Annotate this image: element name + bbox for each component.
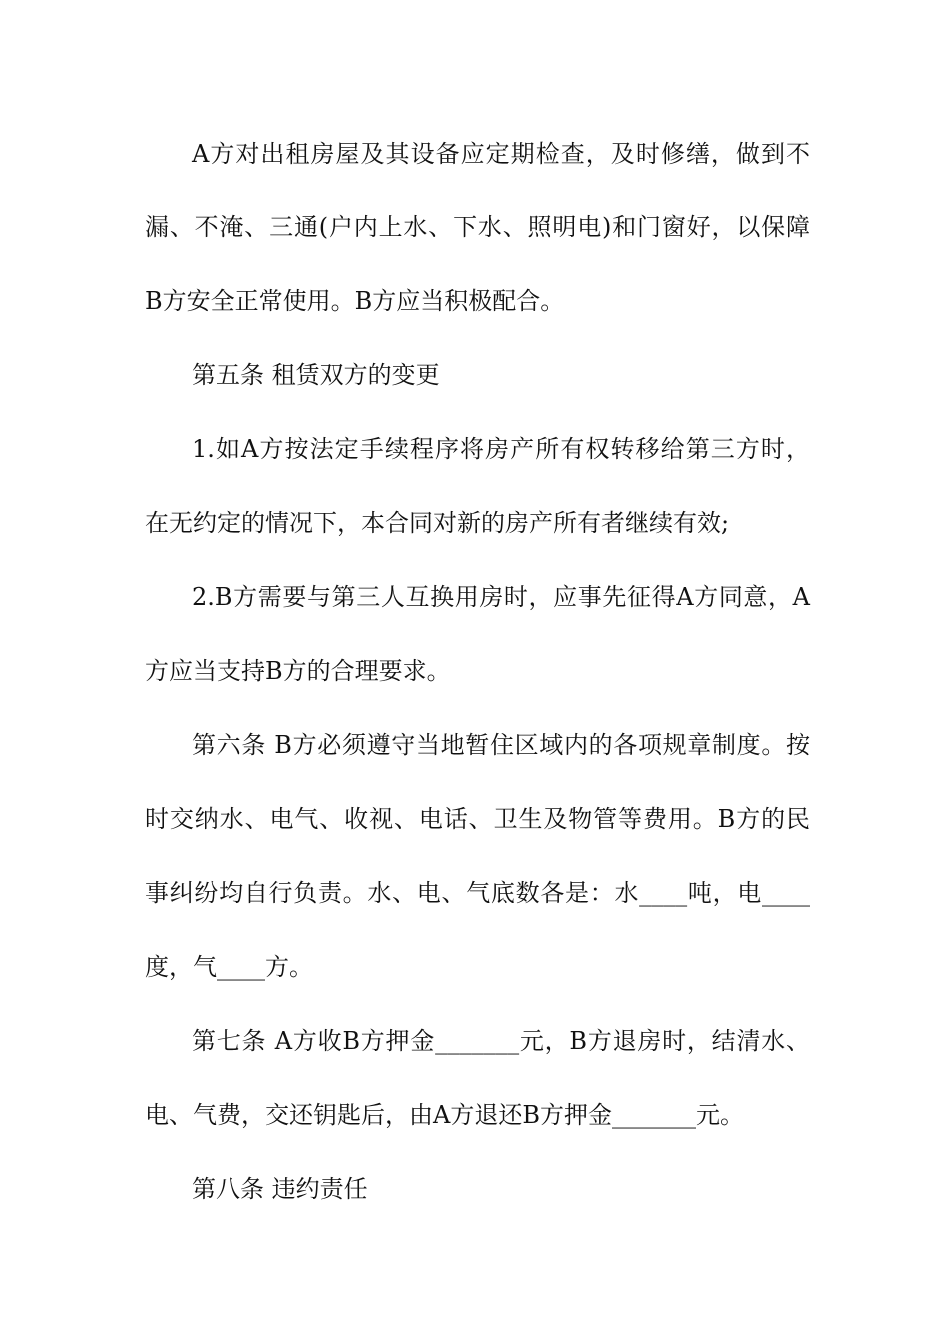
paragraph-repair-obligation-line-3: B方安全正常使用。B方应当积极配合。 bbox=[145, 287, 565, 315]
article-6-line-1: 第六条 B方必须遵守当地暂住区域内的各项规章制度。按 bbox=[192, 731, 810, 759]
article-7-line-2: 电、气费，交还钥匙后，由A方退还B方押金_______元。 bbox=[145, 1101, 744, 1129]
article-6-line-2: 时交纳水、电气、收视、电话、卫生及物管等费用。B方的民 bbox=[145, 805, 810, 833]
article-7-line-1: 第七条 A方收B方押金_______元，B方退房时，结清水、 bbox=[192, 1027, 810, 1055]
clause-5-1-line-2: 在无约定的情况下，本合同对新的房产所有者继续有效; bbox=[145, 509, 730, 537]
article-6-line-3: 事纠纷均自行负责。水、电、气底数各是：水____吨，电____ bbox=[145, 879, 810, 907]
article-5-heading: 第五条 租赁双方的变更 bbox=[192, 361, 440, 389]
clause-5-2-line-1: 2.B方需要与第三人互换用房时，应事先征得A方同意，A bbox=[192, 583, 810, 611]
paragraph-repair-obligation-line-1: A方对出租房屋及其设备应定期检查，及时修缮，做到不 bbox=[192, 140, 810, 168]
article-8-heading: 第八条 违约责任 bbox=[192, 1175, 368, 1203]
clause-5-2-line-2: 方应当支持B方的合理要求。 bbox=[145, 657, 451, 685]
article-6-line-4: 度，气____方。 bbox=[145, 953, 313, 981]
paragraph-repair-obligation-line-2: 漏、不淹、三通(户内上水、下水、照明电)和门窗好，以保障 bbox=[145, 213, 810, 241]
clause-5-1-line-1: 1.如A方按法定手续程序将房产所有权转移给第三方时， bbox=[192, 435, 810, 463]
